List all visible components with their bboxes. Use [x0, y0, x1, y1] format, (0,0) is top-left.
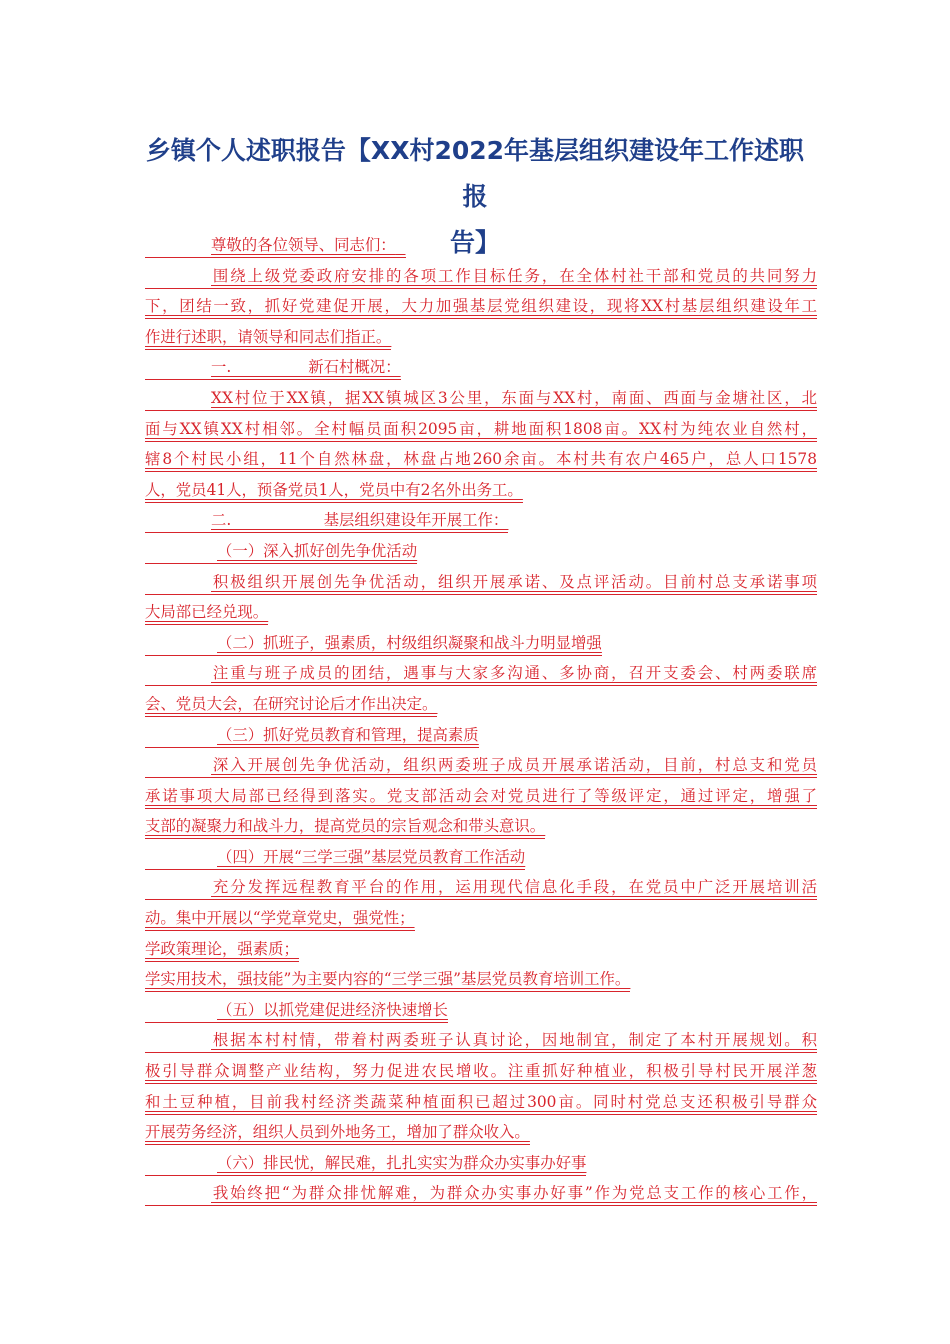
- title-line-1: 乡镇个人述职报告【XX村2022年基层组织建设年工作述职报: [145, 136, 805, 211]
- paragraph-line: 人，党员41人，预备党员1人，党员中有2名外出务工。: [145, 475, 817, 506]
- section-heading: 二. 基层组织建设年开展工作：: [145, 505, 817, 536]
- paragraph-line: 承诺事项大局部已经得到落实。党支部活动会对党员进行了等级评定，通过评定，增强了: [145, 781, 817, 812]
- subsection-heading: （五）以抓党建促进经济快速增长: [145, 995, 817, 1026]
- document-body: [145, 230, 817, 1209]
- paragraph-line: 学政策理论，强素质；: [145, 934, 817, 965]
- paragraph-line: 会、党员大会，在研究讨论后才作出决定。: [145, 689, 817, 720]
- paragraph-line: 开展劳务经济，组织人员到外地务工，增加了群众收入。: [145, 1117, 817, 1148]
- paragraph-line: 和土豆种植，目前我村经济类蔬菜种植面积已超过300亩。同时村党总支还积极引导群众: [145, 1087, 817, 1118]
- paragraph-line: 我始终把“为群众排忧解难，为群众办实事办好事”作为党总支工作的核心工作，: [145, 1178, 817, 1209]
- paragraph-line: 深入开展创先争优活动，组织两委班子成员开展承诺活动，目前，村总支和党员: [145, 750, 817, 781]
- paragraph-line: 支部的凝聚力和战斗力，提高党员的宗旨观念和带头意识。: [145, 811, 817, 842]
- subsection-heading: （一）深入抓好创先争优活动: [145, 536, 817, 567]
- paragraph-line: 围绕上级党委政府安排的各项工作目标任务，在全体村社干部和党员的共同努力: [145, 261, 817, 292]
- subsection-heading: （二）抓班子，强素质，村级组织凝聚和战斗力明显增强: [145, 628, 817, 659]
- paragraph-line: 作进行述职，请领导和同志们指正。: [145, 322, 817, 353]
- paragraph-line: 根据本村村情，带着村两委班子认真讨论，因地制宜，制定了本村开展规划。积: [145, 1025, 817, 1056]
- subsection-heading: （三）抓好党员教育和管理，提高素质: [145, 720, 817, 751]
- title-line-2: 告】: [449, 228, 500, 257]
- paragraph-line: 学实用技术，强技能”为主要内容的“三学三强”基层党员教育培训工作。: [145, 964, 817, 995]
- paragraph-line: 充分发挥远程教育平台的作用，运用现代信息化手段，在党员中广泛开展培训活: [145, 872, 817, 903]
- paragraph-line: 大局部已经兑现。: [145, 597, 817, 628]
- paragraph-line: 下，团结一致，抓好党建促开展，大力加强基层党组织建设，现将XX村基层组织建设年工: [145, 291, 817, 322]
- paragraph-line: 辖8个村民小组，11个自然林盘，林盘占地260余亩。本村共有农户465户，总人口1578: [145, 444, 817, 475]
- paragraph-line: 积极组织开展创先争优活动，组织开展承诺、及点评活动。目前村总支承诺事项: [145, 567, 817, 598]
- section-heading: 一. 新石村概况：: [145, 352, 817, 383]
- paragraph-line: XX村位于XX镇，据XX镇城区3公里，东面与XX村，南面、西面与金塘社区，北: [145, 383, 817, 414]
- paragraph-line: 注重与班子成员的团结，遇事与大家多沟通、多协商，召开支委会、村两委联席: [145, 658, 817, 689]
- salutation: 尊敬的各位领导、同志们：: [145, 230, 817, 261]
- paragraph-line: 极引导群众调整产业结构，努力促进农民增收。注重抓好种植业，积极引导村民开展洋葱: [145, 1056, 817, 1087]
- subsection-heading: （四）开展“三学三强”基层党员教育工作活动: [145, 842, 817, 873]
- paragraph-line: 面与XX镇XX村相邻。全村幅员面积2095亩，耕地面积1808亩。XX村为纯农业自然村，: [145, 414, 817, 445]
- subsection-heading: （六）排民忧，解民难，扎扎实实为群众办实事办好事: [145, 1148, 817, 1179]
- paragraph-line: 动。集中开展以“学党章党史，强党性；: [145, 903, 817, 934]
